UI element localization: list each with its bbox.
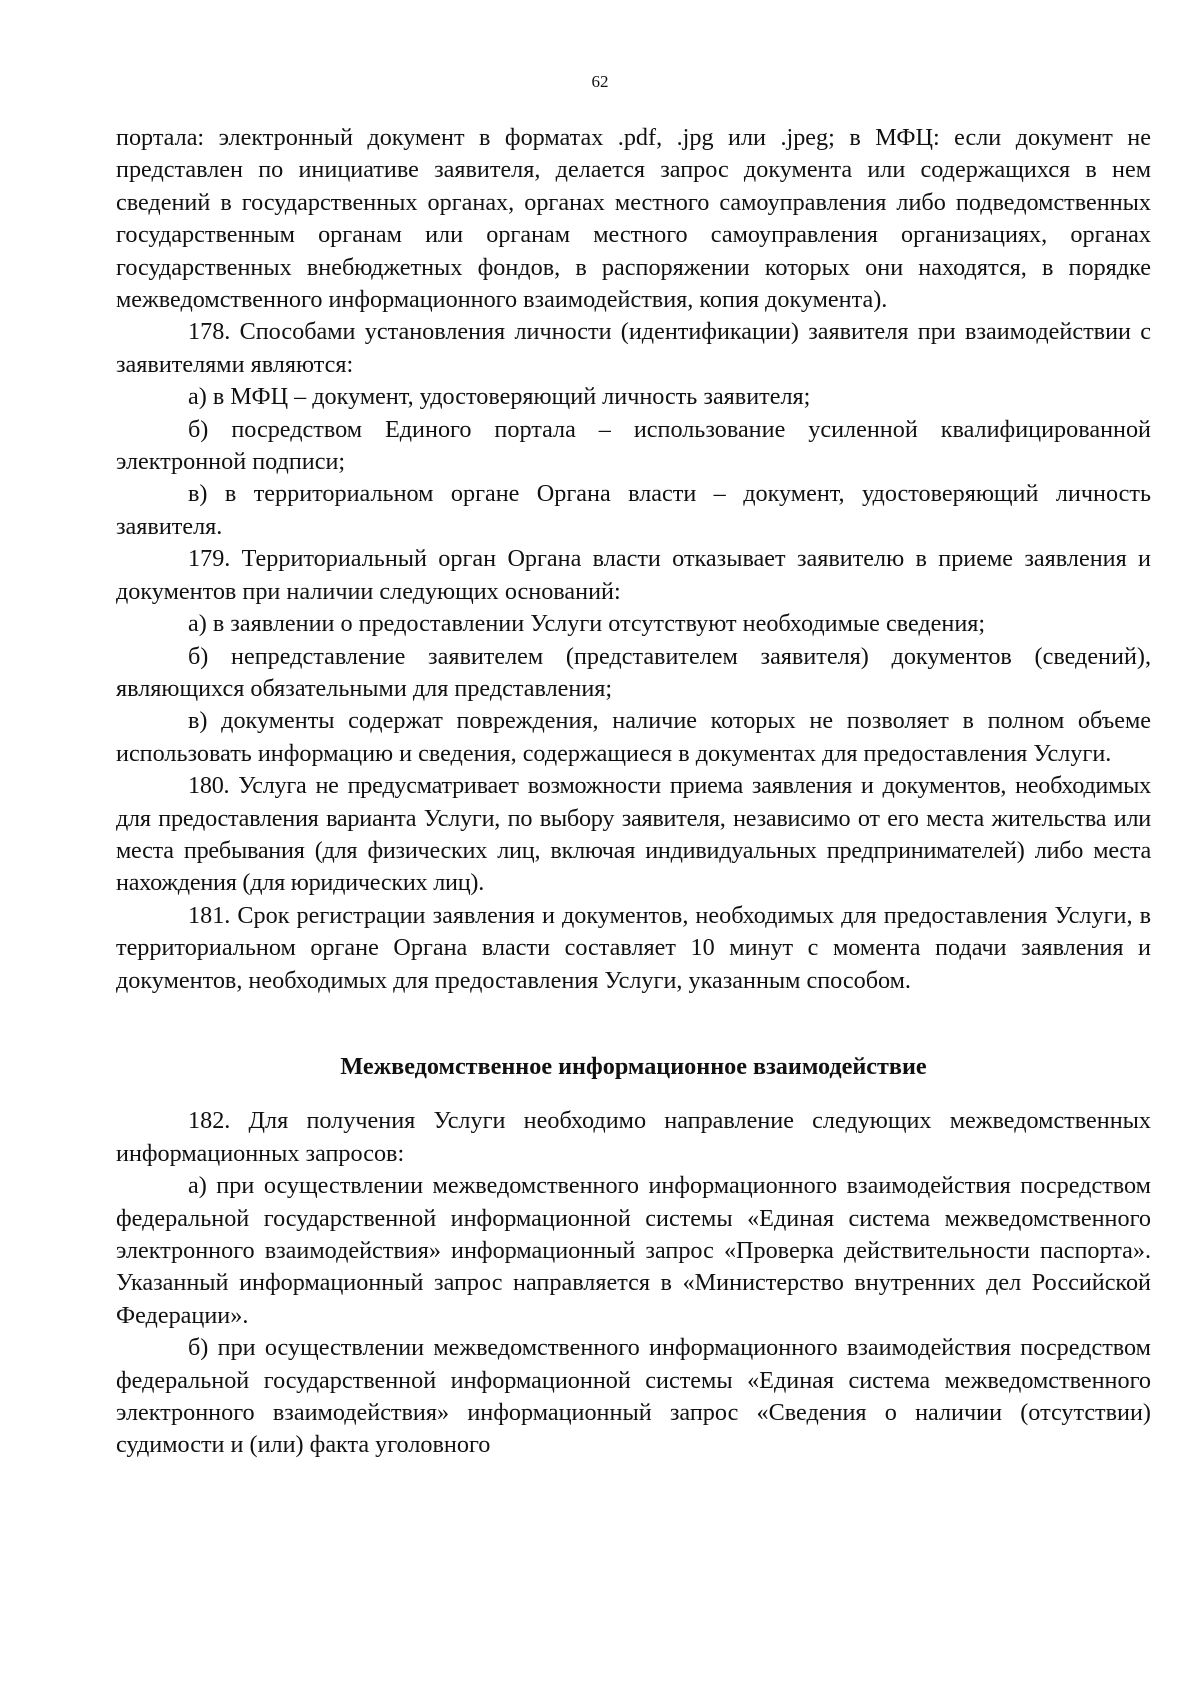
paragraph-179-b: б) непредставление заявителем (представителем заявителя) документов (сведений), являющихся обязательными для представления;	[116, 642, 1151, 702]
document-body	[116, 122, 1151, 1462]
paragraph-179-v: в) документы содержат повреждения, наличие которых не позволяет в полном объеме использовать информацию и сведения, содержащиеся в документах для предоставления Услуги.	[116, 707, 1151, 767]
paragraph-182: 182. Для получения Услуги необходимо направление следующих межведомственных информационных запросов:	[116, 1107, 1151, 1167]
paragraph-178: 178. Способами установления личности (идентификации) заявителя при взаимодействии с заявителями являются:	[116, 318, 1151, 378]
paragraph-179: 179. Территориальный орган Органа власти отказывает заявителю в приеме заявления и документов при наличии следующих оснований:	[116, 545, 1151, 605]
section-heading: Межведомственное информационное взаимодействие	[340, 1052, 927, 1080]
paragraph-178-a: а) в МФЦ – документ, удостоверяющий личность заявителя;	[188, 383, 811, 411]
paragraph-178-v: в) в территориальном органе Органа власти – документ, удостоверяющий личность заявителя.	[116, 480, 1151, 540]
paragraph-180: 180. Услуга не предусматривает возможности приема заявления и документов, необходимых для предоставления варианта Услуги, по выбору заявителя, независимо от его места жительства или места пребывания (для физических лиц, включая индивидуальных предпринимателей) либо места нахождения (для юридических лиц).	[116, 772, 1151, 897]
paragraph-182-a: а) при осуществлении межведомственного информационного взаимодействия посредством федеральной государственной информационной системы «Единая система межведомственного электронного взаимодействия» информационный запрос «Проверка действительности паспорта». Указанный информационный запрос направляется в «Министерство внутренних дел Российской Федерации».	[116, 1172, 1151, 1329]
paragraph-182-b: б) при осуществлении межведомственного информационного взаимодействия посредством федеральной государственной информационной системы «Единая система межведомственного электронного взаимодействия» информационный запрос «Сведения о наличии (отсутствии) судимости и (или) факта уголовного	[116, 1334, 1151, 1459]
paragraph-continuation: портала: электронный документ в форматах .pdf, .jpg или .jpeg; в МФЦ: если документ не представлен по инициативе заявителя, делается запрос документа или содержащихся в нем сведений в государственных органах, органах местного самоуправления либо подведомственных государственным органам или органам местного самоуправления организациях, органах государственных внебюджетных фондов, в распоряжении которых они находятся, в порядке межведомственного информационного взаимодействия, копия документа).	[116, 124, 1151, 314]
paragraph-181: 181. Срок регистрации заявления и документов, необходимых для предоставления Услуги, в территориальном органе Органа власти составляет 10 минут с момента подачи заявления и документов, необходимых для предоставления Услуги, указанным способом.	[116, 901, 1151, 994]
paragraph-178-b: б) посредством Единого портала – использование усиленной квалифицированной электронной подписи;	[116, 415, 1151, 476]
page-number: 62	[591, 72, 609, 91]
paragraph-179-a: а) в заявлении о предоставлении Услуги отсутствуют необходимые сведения;	[188, 610, 986, 638]
